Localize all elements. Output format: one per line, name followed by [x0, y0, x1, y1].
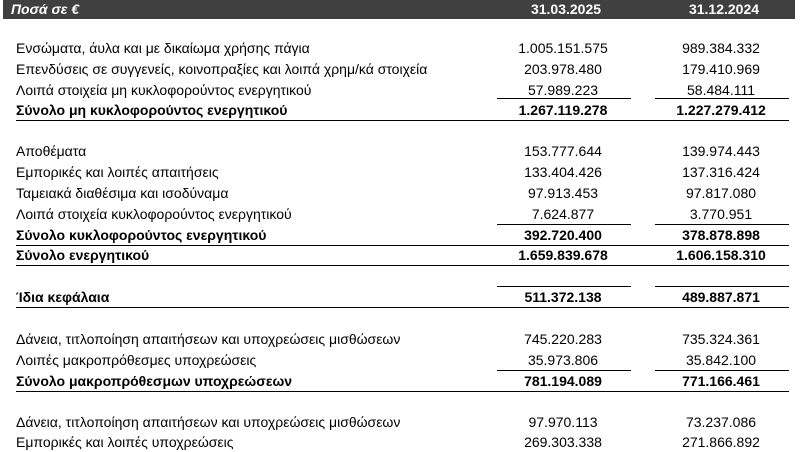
subtotal-row — [0, 371, 800, 391]
equity-row — [0, 287, 800, 307]
row-value-2024: 139.974.443 — [682, 143, 760, 159]
row-value-2025: 203.978.480 — [524, 61, 602, 77]
table-row — [0, 80, 800, 100]
header-label: Ποσά σε € — [11, 1, 80, 17]
row-value-2024: 489.887.871 — [682, 289, 760, 305]
table-row — [0, 162, 800, 182]
row-value-2025: 745.220.283 — [524, 331, 602, 347]
row-value-2025: 1.659.839.678 — [518, 247, 608, 263]
row-label: Λοιπές μακροπρόθεσμες υποχρεώσεις — [16, 352, 257, 368]
row-value-2025: 7.624.877 — [531, 206, 595, 222]
row-value-2024: 771.166.461 — [682, 373, 760, 389]
row-label: Εμπορικές και λοιπές απαιτήσεις — [16, 164, 219, 180]
row-value-2025: 1.005.151.575 — [518, 40, 608, 56]
row-value-2025: 97.913.453 — [527, 185, 599, 201]
row-label: Εμπορικές και λοιπές υποχρεώσεις — [16, 434, 234, 450]
table-row — [0, 59, 800, 79]
header-col1: 31.03.2025 — [530, 1, 602, 17]
row-value-2025: 1.267.119.278 — [518, 102, 608, 118]
row-value-2024: 1.606.158.310 — [676, 247, 766, 263]
row-value-2024: 73.237.086 — [685, 414, 757, 430]
header-col2: 31.12.2024 — [688, 1, 760, 17]
row-label: Σύνολο μη κυκλοφορούντος ενεργητικού — [16, 102, 288, 118]
table-header — [3, 0, 795, 19]
subtotal-rule — [655, 98, 789, 99]
row-value-2025: 35.973.806 — [527, 352, 599, 368]
row-label: Αποθέματα — [16, 143, 87, 159]
table-row — [0, 329, 800, 349]
table-row — [0, 204, 800, 224]
subtotal-underline — [16, 391, 789, 392]
row-value-2024: 137.316.424 — [682, 164, 760, 180]
table-row — [0, 412, 800, 432]
row-label: Σύνολο κυκλοφορούντος ενεργητικού — [16, 227, 267, 243]
row-value-2024: 58.484.111 — [687, 82, 755, 98]
table-row — [0, 350, 800, 370]
row-label: Δάνεια, τιτλοποίηση απαιτήσεων και υποχρεώσεις μισθώσεων — [16, 331, 401, 347]
row-value-2025: 392.720.400 — [524, 227, 602, 243]
row-value-2024: 3.770.951 — [689, 206, 753, 222]
table-row — [0, 183, 800, 203]
total-underline — [16, 265, 789, 266]
row-label: Λοιπά στοιχεία μη κυκλοφορούντος ενεργητικού — [16, 82, 312, 98]
row-value-2025: 133.404.426 — [524, 164, 602, 180]
row-value-2025: 153.777.644 — [524, 143, 602, 159]
row-value-2024: 271.866.892 — [682, 434, 760, 450]
subtotal-row — [0, 100, 800, 120]
row-label: Λοιπά στοιχεία κυκλοφορούντος ενεργητικού — [16, 206, 292, 222]
row-label: Ταμειακά διαθέσιμα και ισοδύναμα — [16, 185, 229, 201]
total-row — [0, 245, 800, 265]
row-value-2024: 735.324.361 — [682, 331, 760, 347]
row-value-2025: 57.989.223 — [527, 82, 599, 98]
row-value-2025: 97.970.113 — [528, 414, 598, 430]
row-value-2024: 378.878.898 — [682, 227, 760, 243]
row-label: Σύνολο ενεργητικού — [16, 247, 150, 263]
row-value-2025: 269.303.338 — [524, 434, 602, 450]
table-row — [0, 432, 800, 452]
row-value-2024: 1.227.279.412 — [676, 102, 766, 118]
table-row — [0, 141, 800, 161]
row-label: Ίδια κεφάλαια — [16, 289, 110, 305]
table-row — [0, 38, 800, 58]
subtotal-underline — [16, 120, 789, 121]
row-value-2024: 97.817.080 — [685, 185, 757, 201]
subtotal-row — [0, 225, 800, 245]
subtotal-rule — [497, 98, 631, 99]
row-value-2025: 511.372.138 — [524, 289, 602, 305]
row-label: Επενδύσεις σε συγγενείς, κοινοπραξίες και λοιπά χρημ/κά στοιχεία — [16, 61, 428, 77]
row-value-2024: 179.410.969 — [682, 61, 760, 77]
row-label: Σύνολο μακροπρόθεσμων υποχρεώσεων — [16, 373, 293, 389]
row-value-2025: 781.194.089 — [524, 373, 602, 389]
equity-underline — [16, 307, 789, 308]
row-label: Δάνεια, τιτλοποίηση απαιτήσεων και υποχρεώσεις μισθώσεων — [16, 414, 401, 430]
row-label: Ενσώματα, άυλα και με δικαίωμα χρήσης πάγια — [16, 40, 310, 56]
row-value-2024: 989.384.332 — [682, 40, 760, 56]
row-value-2024: 35.842.100 — [685, 352, 757, 368]
